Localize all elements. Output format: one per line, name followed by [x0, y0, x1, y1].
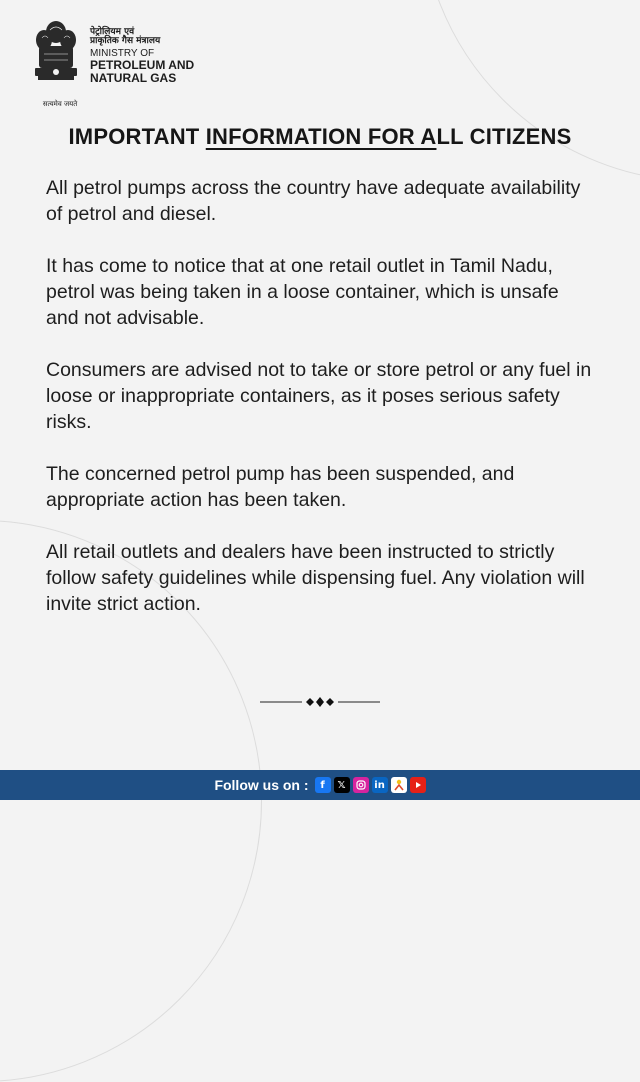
- ministry-line2: PETROLEUM AND: [90, 58, 195, 73]
- ministry-line1: MINISTRY OF: [90, 47, 155, 59]
- ministry-header: [30, 18, 250, 108]
- follow-label: Follow us on :: [214, 777, 309, 793]
- social-icons: [315, 777, 426, 793]
- title-part3: LL CITIZENS: [436, 124, 572, 149]
- paragraph-guidelines: All retail outlets and dealers have been instructed to strictly follow safety guidelines while dispensing fuel. Any violation will invite strict action.: [46, 541, 585, 615]
- emblem-motto: सत्यमेव जयते: [42, 100, 78, 108]
- paragraph-incident: It has come to notice that at one retail outlet in Tamil Nadu, petrol was being taken in a loose container, which is unsafe and not advisable.: [46, 255, 559, 329]
- ministry-line3: NATURAL GAS: [90, 70, 177, 85]
- paragraph-availability: All petrol pumps across the country have adequate availability of petrol and diesel.: [46, 177, 581, 225]
- national-emblem-icon: [30, 18, 82, 90]
- title-part2-underlined: INFORMATION FOR A: [205, 124, 437, 149]
- linkedin-icon[interactable]: in: [372, 777, 388, 793]
- ministry-hindi-line1: पेट्रोलियम एवं: [90, 27, 135, 37]
- ornament-divider: [260, 694, 380, 710]
- paragraph-action-taken: The concerned petrol pump has been suspended, and appropriate action has been taken.: [46, 463, 515, 511]
- notice-body: [46, 175, 596, 643]
- instagram-icon[interactable]: [353, 777, 369, 793]
- facebook-icon[interactable]: f: [315, 777, 331, 793]
- ministry-hindi-line2: प्राकृतिक गैस मंत्रालय: [90, 36, 161, 47]
- ministry-name: [90, 28, 194, 85]
- koo-icon[interactable]: [391, 777, 407, 793]
- title-part1: IMPORTANT: [68, 124, 206, 149]
- social-footer: [0, 770, 640, 800]
- page-title: [0, 124, 640, 150]
- x-icon[interactable]: 𝕏: [334, 777, 350, 793]
- youtube-icon[interactable]: [410, 777, 426, 793]
- paragraph-advisory: Consumers are advised not to take or store petrol or any fuel in loose or inappropriate containers, as it poses serious safety risks.: [46, 359, 592, 433]
- decorative-arc-top-right: [420, 0, 640, 182]
